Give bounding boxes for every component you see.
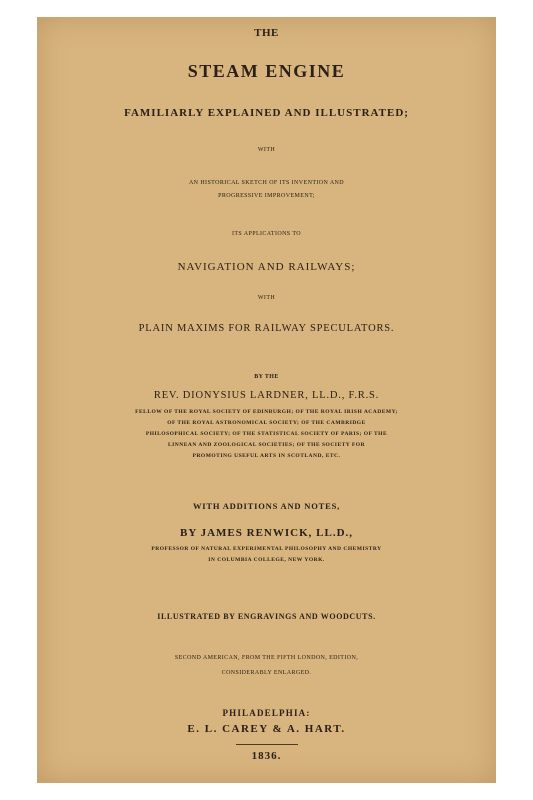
city-label: PHILADELPHIA: <box>222 708 311 718</box>
fellow-line-3: PHILOSOPHICAL SOCIETY; OF THE STATISTICAL SOCIETY OF PARIS; OF THE <box>145 431 388 437</box>
author-name: REV. DIONYSIUS LARDNER, LL.D., F.R.S. <box>153 390 380 401</box>
with-label-1: WITH <box>257 147 276 153</box>
maxims-heading: PLAIN MAXIMS FOR RAILWAY SPECULATORS. <box>138 323 395 334</box>
publisher-name: E. L. CAREY & A. HART. <box>187 723 346 735</box>
navigation-heading: NAVIGATION AND RAILWAYS; <box>177 261 356 273</box>
fellow-line-1: FELLOW OF THE ROYAL SOCIETY OF EDINBURGH; OF THE ROYAL IRISH ACADEMY; <box>135 409 398 415</box>
professor-line-1: PROFESSOR OF NATURAL EXPERIMENTAL PHILOSOPHY AND CHEMISTRY <box>151 546 382 552</box>
additions-label: WITH ADDITIONS AND NOTES, <box>192 501 341 511</box>
professor-line-2: IN COLUMBIA COLLEGE, NEW YORK. <box>208 557 325 563</box>
historical-line-2: PROGRESSIVE IMPROVEMENT; <box>218 193 315 199</box>
divider-rule <box>236 744 298 745</box>
title-article: THE <box>254 27 279 39</box>
fellow-line-5: PROMOTING USEFUL ARTS IN SCOTLAND, ETC. <box>192 453 341 459</box>
edition-line-2: CONSIDERABLY ENLARGED. <box>221 670 312 676</box>
renwick-name: BY JAMES RENWICK, LL.D., <box>179 527 354 539</box>
illustrated-label: ILLUSTRATED BY ENGRAVINGS AND WOODCUTS. <box>157 612 376 621</box>
with-label-2: WITH <box>257 295 276 301</box>
by-the-label: BY THE <box>254 374 279 380</box>
edition-line-1: SECOND AMERICAN, FROM THE FIFTH LONDON, EDITION, <box>174 655 359 661</box>
fellow-line-2: OF THE ROYAL ASTRONOMICAL SOCIETY; OF THE CAMBRIDGE <box>167 420 366 426</box>
historical-line-1: AN HISTORICAL SKETCH OF ITS INVENTION AND <box>188 180 345 186</box>
applications-label: ITS APPLICATIONS TO <box>231 231 302 237</box>
book-subtitle: FAMILIARLY EXPLAINED AND ILLUSTRATED; <box>124 107 409 119</box>
book-title: STEAM ENGINE <box>187 61 346 81</box>
title-page <box>37 17 496 783</box>
publication-year: 1836. <box>251 750 282 762</box>
fellow-line-4: LINNEAN AND ZOOLOGICAL SOCIETIES; OF THE SOCIETY FOR <box>167 442 366 448</box>
